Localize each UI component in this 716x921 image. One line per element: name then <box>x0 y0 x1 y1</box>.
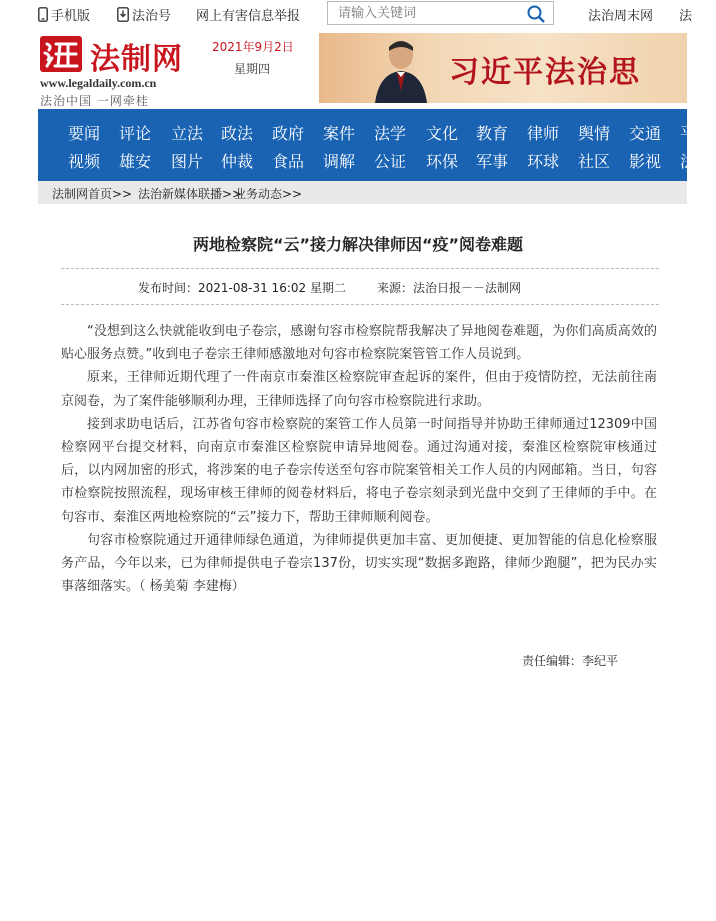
nav-item[interactable]: 评论 <box>119 124 152 143</box>
fazhihao-label: 法治号 <box>132 9 172 24</box>
nav-item[interactable]: 调解 <box>323 152 356 171</box>
nav-item[interactable]: 法 <box>680 152 697 171</box>
main-navigation <box>38 109 697 181</box>
breadcrumb-section[interactable]: 业务动态>> <box>234 187 303 201</box>
logo-url: www.legaldaily.com.cn <box>40 76 157 90</box>
download-app-icon <box>117 7 129 22</box>
title-divider <box>61 268 659 269</box>
site-logo[interactable] <box>40 36 183 108</box>
nav-item[interactable]: 教育 <box>476 124 509 143</box>
nav-item[interactable]: 法学 <box>374 124 407 143</box>
nav-item[interactable]: 交通 <box>629 124 662 143</box>
article-title: 两地检察院“云”接力解决律师因“疫”阅卷难题 <box>192 235 524 254</box>
nav-item[interactable]: 视频 <box>68 152 101 171</box>
article-paragraph: 句容市检察院通过开通律师绿色通道，为律师提供更加丰富、更加便捷、更加智能的信息化检察服务产品，今年以来，已为律师提供电子卷宗137份，切实实现“数据多跑路，律师少跑腿”，把为民办实事落细落实。（ 杨美菊 李建梅） <box>61 532 657 595</box>
mobile-version-label: 手机版 <box>51 9 91 24</box>
nav-item[interactable]: 环球 <box>527 152 560 171</box>
article-paragraph: “没想到这么快就能收到电子卷宗，感谢句容市检察院帮我解决了异地阅卷难题，为你们高质高效的贴心服务点赞。”收到电子卷宗王律师感激地对句容市检察院案管管工作人员说到。 <box>61 324 657 363</box>
search-box <box>327 1 554 25</box>
cut-off-link[interactable]: 法 <box>679 9 693 24</box>
current-date: 2021年9月2日 <box>212 40 294 54</box>
article-source: 来源：法治日报－－法制网 <box>377 281 522 295</box>
nav-item[interactable]: 影视 <box>629 152 662 171</box>
top-utility-bar <box>0 0 693 28</box>
nav-item[interactable]: 文化 <box>426 124 459 143</box>
banner-text: 习近平法治思 <box>449 55 641 90</box>
search-input[interactable] <box>338 4 518 22</box>
responsible-editor: 责任编辑：李纪平 <box>522 654 619 668</box>
logo-slogan: 法治中国 一网牵桂 <box>40 94 149 108</box>
nav-item[interactable]: 军事 <box>476 152 509 171</box>
article-body <box>61 320 657 598</box>
logo-mark-icon <box>40 36 82 72</box>
article-paragraph: 接到求助电话后，江苏省句容市检察院的案管工作人员第一时间指导并协助王律师通过12309中国检察网平台提交材料，向南京市秦淮区检察院申请异地阅卷。通过沟通对接，秦淮区检察院审核通过后，以内网加密的形式，将涉案的电子卷宗传送至句容市院案管相关工作人员的内网邮箱。当日，句容市检察院按照流程，现场审核王律师的阅卷材料后，将电子卷宗刻录到光盘中交到了王律师的手中。在句容市、秦淮区两地检察院的“云”接力下，帮助王律师顺利阅卷。 <box>61 416 657 525</box>
nav-item[interactable]: 政府 <box>272 124 305 143</box>
current-weekday: 星期四 <box>234 62 271 76</box>
weekend-site-link[interactable]: 法治周末网 <box>588 9 654 24</box>
nav-item[interactable]: 政法 <box>221 124 254 143</box>
article-paragraph: 原来，王律师近期代理了一件南京市秦淮区检察院审查起诉的案件，但由于疫情防控，无法前往南京阅卷，为了案件能够顺利办理，王律师选择了向句容市检察院进行求助。 <box>61 370 657 409</box>
breadcrumb <box>38 181 687 204</box>
nav-item[interactable]: 公证 <box>374 152 407 171</box>
nav-item[interactable]: 舆情 <box>578 124 611 143</box>
logo-wordmark: 法制网 <box>90 42 183 77</box>
phone-icon <box>38 7 48 22</box>
publish-time: 发布时间：2021-08-31 16:02 星期二 <box>138 281 346 295</box>
search-icon[interactable] <box>527 5 545 23</box>
breadcrumb-channel[interactable]: 法治新媒体联播>> <box>138 187 243 201</box>
breadcrumb-home[interactable]: 法制网首页>> <box>52 187 133 201</box>
nav-item[interactable]: 立法 <box>171 124 204 143</box>
nav-item[interactable]: 要闻 <box>68 124 101 143</box>
nav-item[interactable]: 仲裁 <box>221 152 254 171</box>
fazhihao-link[interactable] <box>117 5 171 24</box>
site-header <box>0 28 687 108</box>
nav-item[interactable]: 平 <box>680 124 697 143</box>
nav-item[interactable]: 雄安 <box>119 152 152 171</box>
harmful-info-report-link[interactable]: 网上有害信息举报 <box>196 9 301 24</box>
nav-item[interactable]: 食品 <box>272 152 305 171</box>
nav-item[interactable]: 环保 <box>426 152 459 171</box>
mobile-version-link[interactable] <box>38 5 90 24</box>
top-banner[interactable] <box>319 33 687 103</box>
nav-item[interactable]: 律师 <box>527 124 560 143</box>
portrait-figure-icon <box>371 35 431 103</box>
nav-item[interactable]: 案件 <box>323 124 356 143</box>
nav-item[interactable]: 图片 <box>171 152 204 171</box>
meta-divider <box>61 304 659 305</box>
nav-item[interactable]: 社区 <box>578 152 611 171</box>
